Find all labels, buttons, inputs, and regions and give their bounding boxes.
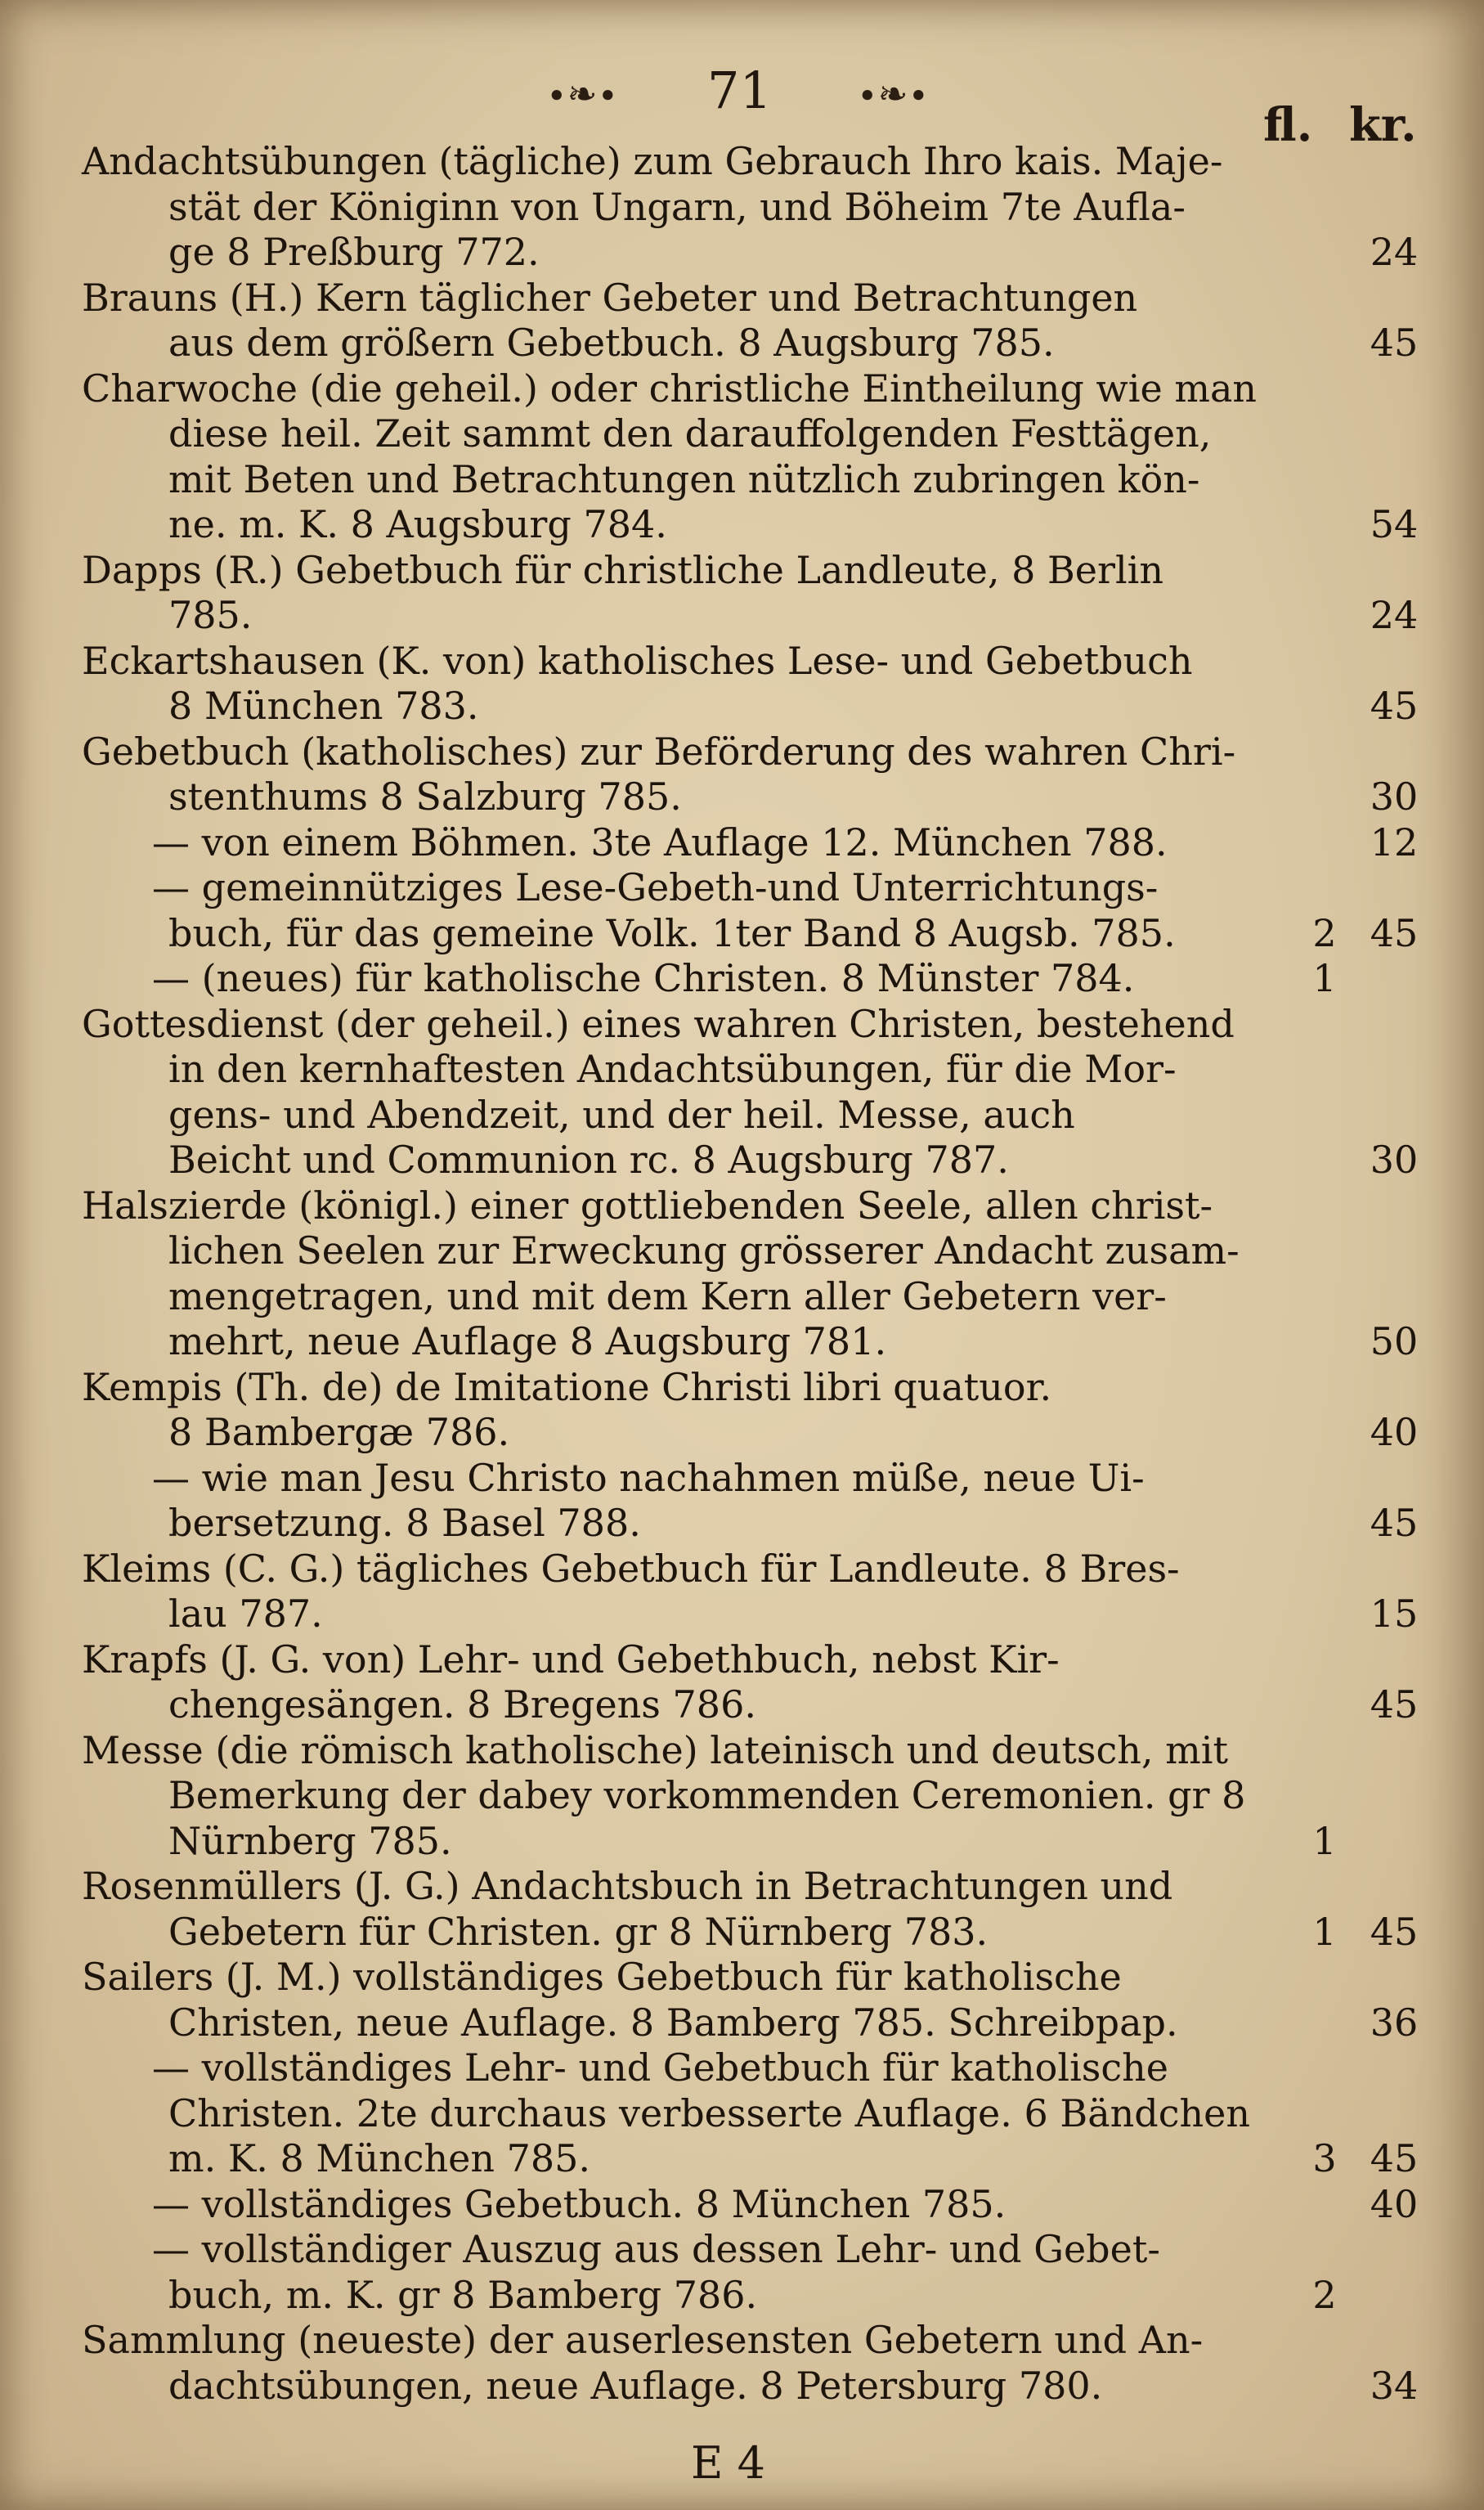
catalog-entry xyxy=(0,366,1484,548)
entry-text: dachtsübungen, neue Auflage. 8 Petersburg 780. xyxy=(168,2363,1103,2408)
ornament-right: ∙❧∙ xyxy=(859,74,930,115)
price-fl: 3 xyxy=(1312,2136,1337,2180)
entry-line xyxy=(0,775,1484,820)
catalog-entry xyxy=(0,1955,1484,2045)
entry-text: chengesängen. 8 Bregens 786. xyxy=(168,1682,756,1726)
catalog-entry xyxy=(0,139,1484,276)
entry-text: — von einem Böhmen. 3te Auflage 12. München 788. xyxy=(152,819,1168,864)
entry-line xyxy=(0,2364,1484,2409)
entry-text: Gottesdienst (der geheil.) eines wahren Christen, bestehend xyxy=(82,1001,1235,1046)
entry-text: Krapfs (J. G. von) Lehr- und Gebethbuch, nebst Kir- xyxy=(82,1637,1060,1682)
catalog-entry xyxy=(0,2182,1484,2228)
entry-line xyxy=(0,1047,1484,1093)
catalog-entry xyxy=(0,1864,1484,1955)
price-kr: 24 xyxy=(1370,593,1419,637)
entry-text: mehrt, neue Auflage 8 Augsburg 781. xyxy=(168,1319,887,1363)
price-fl: 1 xyxy=(1312,1818,1337,1863)
entry-text: gens- und Abendzeit, und der heil. Messe, auch xyxy=(168,1092,1075,1137)
entry-line xyxy=(0,684,1484,730)
entry-line xyxy=(0,276,1484,321)
entry-line xyxy=(0,1501,1484,1547)
entry-text: Gebetern für Christen. gr 8 Nürnberg 783. xyxy=(168,1909,989,1954)
entry-text: stät der Königinn von Ungarn, und Böheim 7te Aufla- xyxy=(168,184,1186,229)
entry-line xyxy=(0,1183,1484,1229)
entry-text: Beicht und Communion rc. 8 Augsburg 787. xyxy=(168,1138,1009,1182)
price-fl: 2 xyxy=(1312,910,1337,955)
entry-text: mit Beten und Betrachtungen nützlich zubringen kön- xyxy=(168,456,1200,501)
entry-line xyxy=(0,457,1484,503)
catalog-entry xyxy=(0,956,1484,1002)
entry-text: Brauns (H.) Kern täglicher Gebeter und Betrachtungen xyxy=(82,275,1138,320)
entry-text: Messe (die römisch katholische) lateinisch und deutsch, mit xyxy=(82,1727,1228,1772)
entry-text: 8 Bambergæ 786. xyxy=(168,1410,510,1454)
column-header-fl: fl. xyxy=(1263,98,1313,152)
entry-line xyxy=(0,1274,1484,1320)
price-kr: 12 xyxy=(1370,819,1419,864)
catalog-entry xyxy=(0,2318,1484,2409)
entry-text: — vollständiger Auszug aus dessen Lehr- und Gebet- xyxy=(152,2227,1160,2271)
entry-text: mengetragen, und mit dem Kern aller Gebetern ver- xyxy=(168,1273,1167,1318)
entry-line xyxy=(0,1456,1484,1502)
entry-text: Nürnberg 785. xyxy=(168,1818,452,1863)
catalog-entry xyxy=(0,1456,1484,1547)
price-fl: 2 xyxy=(1312,2272,1337,2317)
price-kr: 45 xyxy=(1370,1682,1419,1726)
entry-text: buch, für das gemeine Volk. 1ter Band 8 Augsb. 785. xyxy=(168,910,1176,955)
entry-line xyxy=(0,1592,1484,1637)
entry-line xyxy=(0,548,1484,594)
entry-text: — (neues) für katholische Christen. 8 Münster 784. xyxy=(152,956,1135,1000)
entry-line xyxy=(0,502,1484,548)
entry-text: bersetzung. 8 Basel 788. xyxy=(168,1501,641,1545)
entry-text: Kempis (Th. de) de Imitatione Christi libri quatuor. xyxy=(82,1364,1052,1409)
page-number: 71 xyxy=(707,61,772,120)
price-kr: 45 xyxy=(1370,1909,1419,1954)
entry-line xyxy=(0,139,1484,185)
entry-line xyxy=(0,185,1484,231)
entry-line xyxy=(0,1319,1484,1365)
entry-text: Andachtsübungen (tägliche) zum Gebrauch Ihro kais. Maje- xyxy=(82,139,1223,183)
entry-text: Bemerkung der dabey vorkommenden Ceremonien. gr 8 xyxy=(168,1773,1246,1817)
entry-line xyxy=(0,2227,1484,2273)
entry-line xyxy=(0,1864,1484,1910)
entry-line xyxy=(0,730,1484,775)
entry-line xyxy=(0,1637,1484,1683)
entry-text: Christen, neue Auflage. 8 Bamberg 785. Schreibpap. xyxy=(168,2000,1178,2045)
entry-text: Charwoche (die geheil.) oder christliche Eintheilung wie man xyxy=(82,366,1258,411)
entry-line xyxy=(0,321,1484,366)
entry-line xyxy=(0,1365,1484,1411)
entry-line xyxy=(0,865,1484,911)
entry-text: — vollständiges Lehr- und Gebetbuch für katholische xyxy=(152,2045,1169,2090)
price-kr: 15 xyxy=(1370,1592,1419,1636)
entry-text: diese heil. Zeit sammt den darauffolgenden Festtägen, xyxy=(168,411,1212,456)
price-kr: 40 xyxy=(1370,2181,1419,2226)
catalog-entry xyxy=(0,1547,1484,1637)
entry-text: 8 München 783. xyxy=(168,684,479,728)
entry-line xyxy=(0,2136,1484,2182)
price-kr: 45 xyxy=(1370,2136,1419,2180)
entry-line xyxy=(0,1728,1484,1774)
price-kr: 45 xyxy=(1370,321,1419,365)
entry-text: m. K. 8 München 785. xyxy=(168,2136,590,2180)
entry-line xyxy=(0,1819,1484,1865)
ornament-left: ∙❧∙ xyxy=(548,74,619,115)
entry-line xyxy=(0,2045,1484,2091)
catalog-entry xyxy=(0,1728,1484,1865)
entry-line xyxy=(0,956,1484,1002)
entry-line xyxy=(0,1682,1484,1728)
entry-text: lau 787. xyxy=(168,1592,323,1636)
entry-line xyxy=(0,820,1484,866)
catalog-entry xyxy=(0,1002,1484,1183)
page-header xyxy=(0,41,1484,152)
price-kr: 50 xyxy=(1370,1319,1419,1363)
catalog-entry xyxy=(0,2045,1484,2182)
catalog-entry xyxy=(0,730,1484,820)
price-kr: 30 xyxy=(1370,775,1419,819)
entry-line xyxy=(0,1228,1484,1274)
entry-line xyxy=(0,1410,1484,1456)
catalog-entry xyxy=(0,639,1484,730)
entry-text: ge 8 Preßburg 772. xyxy=(168,230,540,274)
catalog-entry xyxy=(0,2227,1484,2318)
entry-text: — wie man Jesu Christo nachahmen müße, neue Ui- xyxy=(152,1455,1145,1500)
entry-line xyxy=(0,2000,1484,2046)
entry-text: Dapps (R.) Gebetbuch für christliche Landleute, 8 Berlin xyxy=(82,547,1164,592)
entry-line xyxy=(0,1955,1484,2000)
entry-text: — vollständiges Gebetbuch. 8 München 785. xyxy=(152,2181,1007,2226)
entry-text: Rosenmüllers (J. G.) Andachtsbuch in Betrachtungen und xyxy=(82,1864,1173,1908)
entry-text: buch, m. K. gr 8 Bamberg 786. xyxy=(168,2272,758,2317)
column-header-kr: kr. xyxy=(1349,98,1417,152)
entry-line xyxy=(0,2091,1484,2137)
entry-text: Gebetbuch (katholisches) zur Beförderung des wahren Chri- xyxy=(82,729,1236,774)
entry-line xyxy=(0,593,1484,639)
catalog-entry xyxy=(0,820,1484,866)
catalog-entries xyxy=(0,139,1484,2409)
entry-line xyxy=(0,1002,1484,1048)
entry-line xyxy=(0,230,1484,276)
entry-text: ne. m. K. 8 Augsburg 784. xyxy=(168,502,667,546)
entry-line xyxy=(0,2318,1484,2364)
entry-text: Kleims (C. G.) tägliches Gebetbuch für Landleute. 8 Bres- xyxy=(82,1546,1180,1591)
catalog-entry xyxy=(0,548,1484,639)
entry-line xyxy=(0,1547,1484,1592)
entry-line xyxy=(0,639,1484,685)
page-footer xyxy=(0,2437,1484,2494)
entry-text: — gemeinnütziges Lese-Gebeth-und Unterrichtungs- xyxy=(152,865,1159,909)
catalog-entry xyxy=(0,1365,1484,1456)
entry-line xyxy=(0,2273,1484,2319)
entry-line xyxy=(0,1773,1484,1819)
entry-text: Sammlung (neueste) der auserlesensten Gebetern und An- xyxy=(82,2318,1204,2362)
entry-text: stenthums 8 Salzburg 785. xyxy=(168,775,682,819)
entry-text: aus dem größern Gebetbuch. 8 Augsburg 785. xyxy=(168,321,1055,365)
entry-line xyxy=(0,2182,1484,2228)
catalog-entry xyxy=(0,865,1484,956)
entry-text: Eckartshausen (K. von) katholisches Lese- und Gebetbuch xyxy=(82,638,1193,683)
entry-line xyxy=(0,1138,1484,1183)
entry-text: Halszierde (königl.) einer gottliebenden Seele, allen christ- xyxy=(82,1183,1213,1228)
catalog-entry xyxy=(0,276,1484,366)
catalog-entry xyxy=(0,1183,1484,1365)
entry-line xyxy=(0,1910,1484,1955)
price-kr: 24 xyxy=(1370,230,1419,274)
catalog-entry xyxy=(0,1637,1484,1728)
entry-text: lichen Seelen zur Erweckung grösserer Andacht zusam- xyxy=(168,1228,1240,1273)
price-kr: 54 xyxy=(1370,502,1419,546)
entry-text: in den kernhaftesten Andachtsübungen, für die Mor- xyxy=(168,1047,1177,1091)
signature-mark: E 4 xyxy=(691,2437,765,2489)
entry-line xyxy=(0,911,1484,957)
entry-text: Sailers (J. M.) vollständiges Gebetbuch für katholische xyxy=(82,1955,1122,1999)
entry-line xyxy=(0,366,1484,412)
price-fl: 1 xyxy=(1312,956,1337,1000)
price-kr: 40 xyxy=(1370,1410,1419,1454)
price-kr: 45 xyxy=(1370,910,1419,955)
price-kr: 34 xyxy=(1370,2363,1419,2408)
price-kr: 30 xyxy=(1370,1138,1419,1182)
price-fl: 1 xyxy=(1312,1909,1337,1954)
entry-text: Christen. 2te durchaus verbesserte Auflage. 6 Bändchen xyxy=(168,2090,1250,2135)
entry-line xyxy=(0,411,1484,457)
entry-text: 785. xyxy=(168,593,253,637)
price-kr: 45 xyxy=(1370,684,1419,728)
price-kr: 45 xyxy=(1370,1501,1419,1545)
entry-line xyxy=(0,1093,1484,1138)
price-kr: 36 xyxy=(1370,2000,1419,2045)
